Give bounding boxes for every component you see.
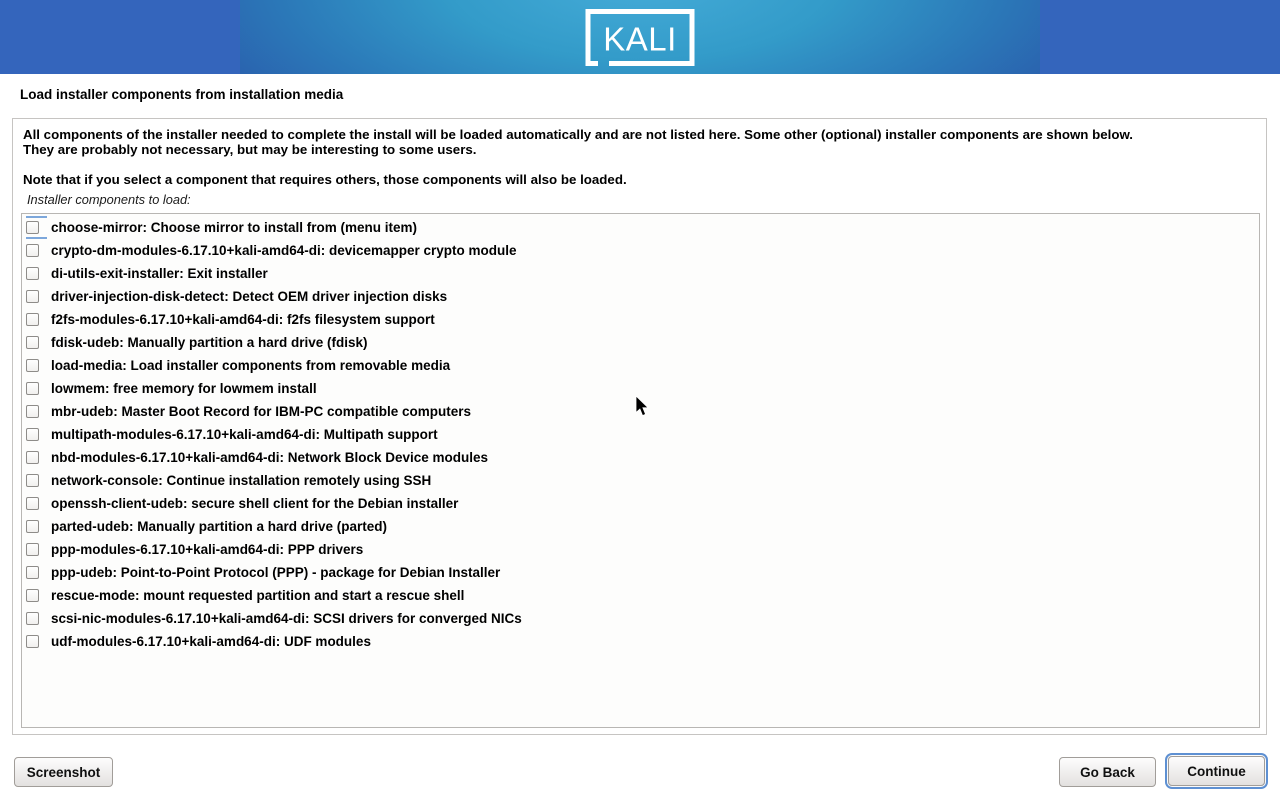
checkbox-cell — [26, 239, 47, 262]
continue-button[interactable]: Continue — [1168, 756, 1265, 786]
component-label: multipath-modules-6.17.10+kali-amd64-di: Multipath support — [51, 427, 438, 442]
component-checkbox[interactable] — [26, 313, 39, 326]
component-checkbox[interactable] — [26, 520, 39, 533]
component-checkbox[interactable] — [26, 612, 39, 625]
component-row[interactable] — [22, 239, 1259, 262]
component-row[interactable] — [22, 630, 1259, 653]
component-checkbox[interactable] — [26, 290, 39, 303]
component-checkbox[interactable] — [26, 221, 39, 234]
checkbox-cell — [26, 515, 47, 538]
kali-logo-text: KALI — [603, 20, 677, 58]
component-label: fdisk-udeb: Manually partition a hard drive (fdisk) — [51, 335, 368, 350]
component-label: crypto-dm-modules-6.17.10+kali-amd64-di: devicemapper crypto module — [51, 243, 517, 258]
kali-logo — [583, 9, 697, 66]
component-label: mbr-udeb: Master Boot Record for IBM-PC compatible computers — [51, 404, 472, 419]
component-row[interactable] — [22, 285, 1259, 308]
component-label: di-utils-exit-installer: Exit installer — [51, 266, 268, 281]
component-list-label: Installer components to load: — [27, 192, 191, 207]
go-back-button[interactable]: Go Back — [1059, 757, 1156, 787]
component-row[interactable] — [22, 331, 1259, 354]
component-label: lowmem: free memory for lowmem install — [51, 381, 317, 396]
checkbox-cell — [26, 262, 47, 285]
component-label: rescue-mode: mount requested partition and start a rescue shell — [51, 588, 465, 603]
checkbox-cell — [26, 308, 47, 331]
component-row[interactable] — [22, 216, 1259, 239]
checkbox-cell — [26, 492, 47, 515]
checkbox-cell — [26, 377, 47, 400]
checkbox-cell — [26, 446, 47, 469]
component-row[interactable] — [22, 354, 1259, 377]
component-checkbox[interactable] — [26, 451, 39, 464]
component-label: parted-udeb: Manually partition a hard drive (parted) — [51, 519, 388, 534]
checkbox-cell — [26, 216, 47, 239]
component-checkbox[interactable] — [26, 336, 39, 349]
component-checkbox[interactable] — [26, 405, 39, 418]
intro-text-line1: All components of the installer needed to complete the install will be loaded automatically and are not listed here. Some other (optional) installer components are shown below. — [23, 127, 1133, 142]
component-row[interactable] — [22, 607, 1259, 630]
checkbox-cell — [26, 354, 47, 377]
checkbox-cell — [26, 630, 47, 653]
component-row[interactable] — [22, 262, 1259, 285]
component-label: scsi-nic-modules-6.17.10+kali-amd64-di: SCSI drivers for converged NICs — [51, 611, 522, 626]
component-checkbox[interactable] — [26, 267, 39, 280]
component-label: udf-modules-6.17.10+kali-amd64-di: UDF modules — [51, 634, 371, 649]
component-row[interactable] — [22, 446, 1259, 469]
component-row[interactable] — [22, 469, 1259, 492]
checkbox-cell — [26, 285, 47, 308]
component-label: driver-injection-disk-detect: Detect OEM driver injection disks — [51, 289, 448, 304]
component-checkbox[interactable] — [26, 635, 39, 648]
checkbox-cell — [26, 584, 47, 607]
checkbox-cell — [26, 331, 47, 354]
component-checkbox[interactable] — [26, 359, 39, 372]
checkbox-cell — [26, 561, 47, 584]
checkbox-cell — [26, 400, 47, 423]
component-row[interactable] — [22, 538, 1259, 561]
component-row[interactable] — [22, 308, 1259, 331]
mouse-cursor — [635, 396, 651, 418]
screenshot-button[interactable]: Screenshot — [14, 757, 113, 787]
note-text: Note that if you select a component that requires others, those components will also be loaded. — [23, 172, 627, 187]
component-label: network-console: Continue installation remotely using SSH — [51, 473, 432, 488]
component-checkbox[interactable] — [26, 382, 39, 395]
component-label: ppp-modules-6.17.10+kali-amd64-di: PPP drivers — [51, 542, 364, 557]
component-label: f2fs-modules-6.17.10+kali-amd64-di: f2fs filesystem support — [51, 312, 435, 327]
checkbox-cell — [26, 538, 47, 561]
component-checkbox[interactable] — [26, 497, 39, 510]
header-banner — [0, 0, 1280, 74]
checkbox-cell — [26, 607, 47, 630]
intro-text-line2: They are probably not necessary, but may be interesting to some users. — [23, 142, 477, 157]
component-label: openssh-client-udeb: secure shell client for the Debian installer — [51, 496, 459, 511]
checkbox-cell — [26, 469, 47, 492]
component-label: nbd-modules-6.17.10+kali-amd64-di: Network Block Device modules — [51, 450, 489, 465]
component-row[interactable] — [22, 584, 1259, 607]
component-checkbox[interactable] — [26, 589, 39, 602]
content-box — [12, 118, 1267, 735]
component-label: ppp-udeb: Point-to-Point Protocol (PPP) - package for Debian Installer — [51, 565, 501, 580]
component-row[interactable] — [22, 561, 1259, 584]
component-checkbox[interactable] — [26, 244, 39, 257]
component-list — [21, 213, 1260, 728]
component-row[interactable] — [22, 423, 1259, 446]
component-checkbox[interactable] — [26, 474, 39, 487]
page-title: Load installer components from installation media — [20, 87, 344, 102]
component-label: choose-mirror: Choose mirror to install from (menu item) — [51, 220, 418, 235]
component-row[interactable] — [22, 515, 1259, 538]
component-checkbox[interactable] — [26, 428, 39, 441]
component-row[interactable] — [22, 492, 1259, 515]
component-checkbox[interactable] — [26, 543, 39, 556]
component-checkbox[interactable] — [26, 566, 39, 579]
component-label: load-media: Load installer components from removable media — [51, 358, 451, 373]
checkbox-cell — [26, 423, 47, 446]
